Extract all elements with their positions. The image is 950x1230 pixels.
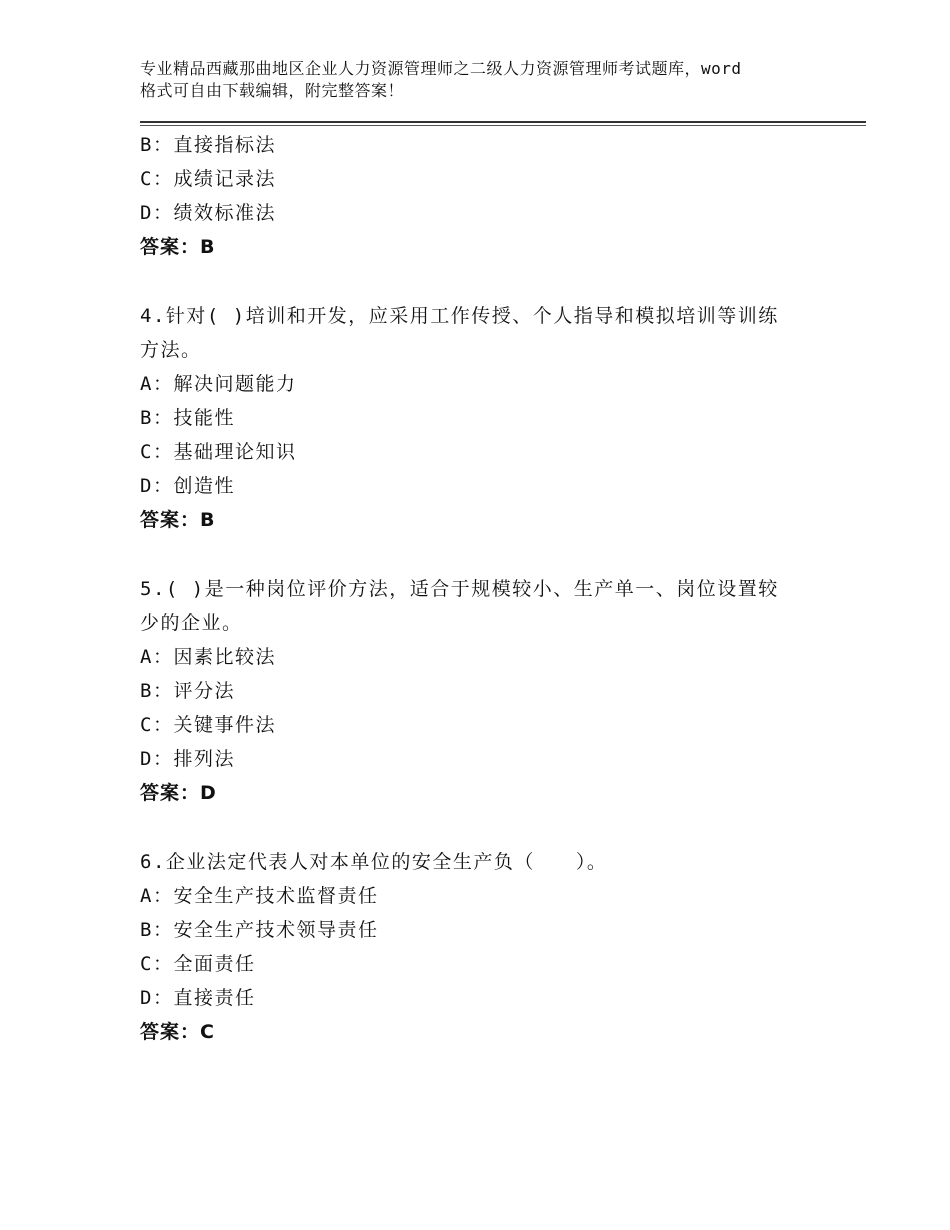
option-a: A：因素比较法: [140, 646, 276, 668]
option-a: A：安全生产技术监督责任: [140, 885, 379, 907]
question-3-partial: [140, 128, 820, 264]
document-header: [140, 58, 840, 102]
question-stem-line-1: 5.( )是一种岗位评价方法，适合于规模较小、生产单一、岗位设置较: [140, 578, 779, 600]
option-d: D：绩效标准法: [140, 202, 276, 224]
question-6: [140, 845, 820, 1049]
option-b: B：技能性: [140, 407, 235, 429]
question-stem-line-2: 方法。: [140, 339, 202, 361]
header-divider-thick: [140, 121, 866, 123]
option-d: D：排列法: [140, 748, 235, 770]
header-line-2: 格式可自由下载编辑，附完整答案！: [140, 81, 405, 100]
option-b: B：直接指标法: [140, 134, 276, 156]
header-divider-thin: [140, 125, 866, 126]
question-stem-line-1: 4.针对( )培训和开发，应采用工作传授、个人指导和模拟培训等训练: [140, 305, 779, 327]
question-stem-line-1: 6.企业法定代表人对本单位的安全生产负（ ）。: [140, 851, 608, 873]
question-5: [140, 572, 820, 810]
answer-label: 答案：B: [140, 509, 216, 531]
answer-label: 答案：D: [140, 782, 217, 804]
option-a: A：解决问题能力: [140, 373, 297, 395]
option-b: B：评分法: [140, 680, 235, 702]
option-c: C：全面责任: [140, 953, 256, 975]
option-c: C：基础理论知识: [140, 441, 297, 463]
answer-label: 答案：C: [140, 1021, 215, 1043]
answer-label: 答案：B: [140, 236, 216, 258]
option-b: B：安全生产技术领导责任: [140, 919, 379, 941]
question-4: [140, 299, 820, 537]
question-stem-line-2: 少的企业。: [140, 612, 243, 634]
option-d: D：直接责任: [140, 987, 256, 1009]
header-line-1: 专业精品西藏那曲地区企业人力资源管理师之二级人力资源管理师考试题库，word: [140, 59, 742, 78]
option-c: C：关键事件法: [140, 714, 276, 736]
option-d: D：创造性: [140, 475, 235, 497]
question-list: [140, 128, 820, 1049]
option-c: C：成绩记录法: [140, 168, 276, 190]
